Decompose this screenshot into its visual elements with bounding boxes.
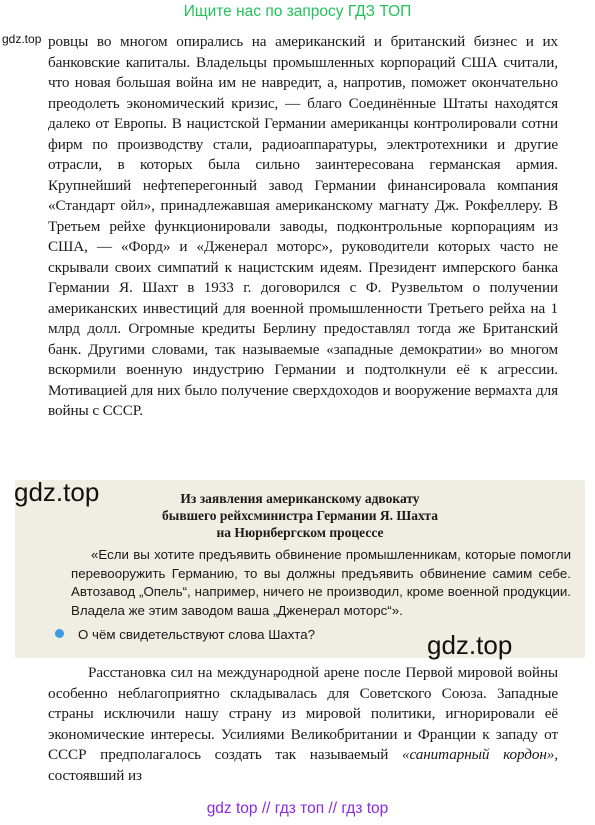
top-banner: Ищите нас по запросу ГДЗ ТОП [183, 3, 412, 20]
bottom-banner: gdz top // гдз топ // гдз top [206, 800, 389, 817]
paragraph-1: ровцы во многом опирались на американский и британский бизнес и их банковские капиталы. Владельцы промышленных корпораций США считали, что новая большая война им не навредит, а, напротив, поможет окончательно преодолеть экономический кризис, — благо Соединённые Штаты находятся далеко от Европы. В нацистской Германии американцы контролировали сотни фирм по производству стали, радиоаппаратуры, электротехники и другие отрасли, в которых была сильно заинтересована германская армия. Крупнейший нефтеперегонный завод Германии финансировала компания «Стандарт ойл», принадлежавшая американскому магнату Дж. Рокфеллеру. В Третьем рейхе функционировали заводы, подконтрольные корпорациям из США, — «Форд» и «Дженерал моторс», руководители которых часто не скрывали своих симпатий к нацистским идеям. Президент имперского банка Германии Я. Шахт в 1933 г. договорился с Ф. Рузвельтом о получении американских инвестиций для военной промышленности Третьего рейха на 1 млрд долл. Огромные кредиты Берлину предоставлял тогда же Британский банк. Другими словами, так называемые «западные демократии» во многом вскормили военную индустрию Германии и подтолкнули её к агрессии. Мотивацией для них было получение сверхдоходов и вооружение вермахта для войны с СССР. [48, 33, 558, 419]
question-bullet-icon [55, 629, 64, 638]
source-title-line-1: Из заявления американскому адвокату [180, 491, 420, 506]
source-quote: «Если вы хотите предъявить обвинение промышленникам, которые помогли перевооружить Германию, то вы должны предъявить обвинение самим себе. Автозавод „Опель“, например, ничего не производил, кроме военной продукции. Владела же этим заводом ваша „Дженерал моторс“». [71, 547, 571, 618]
paragraph-2-tail: , состоявший из [48, 746, 558, 784]
watermark-large-right: gdz.top [427, 630, 513, 660]
paragraph-2 [48, 663, 558, 786]
question-text: О чём свидетельствуют слова Шахта? [78, 627, 316, 642]
question-row [55, 626, 315, 644]
source-title-line-3: на Нюрнбергском процессе [216, 525, 384, 540]
watermark-small: gdz.top [2, 32, 42, 46]
watermark-large-left: gdz.top [14, 477, 100, 507]
paragraph-2-lead: Расстановка сил на международной арене после Первой мировой войны особенно неблагоприятно складывалась для Советского Союза. Западные страны исключили нашу страну из мировой политики, игнорировали её экономические интересы. Усилиями Великобритании и Франции к западу от СССР предполагалось создать так называемый [48, 664, 558, 763]
source-title-line-2: бывшего рейхсминистра Германии Я. Шахта [162, 508, 438, 523]
source-title [15, 490, 585, 541]
paragraph-2-term: «санитарный кордон» [402, 746, 555, 763]
